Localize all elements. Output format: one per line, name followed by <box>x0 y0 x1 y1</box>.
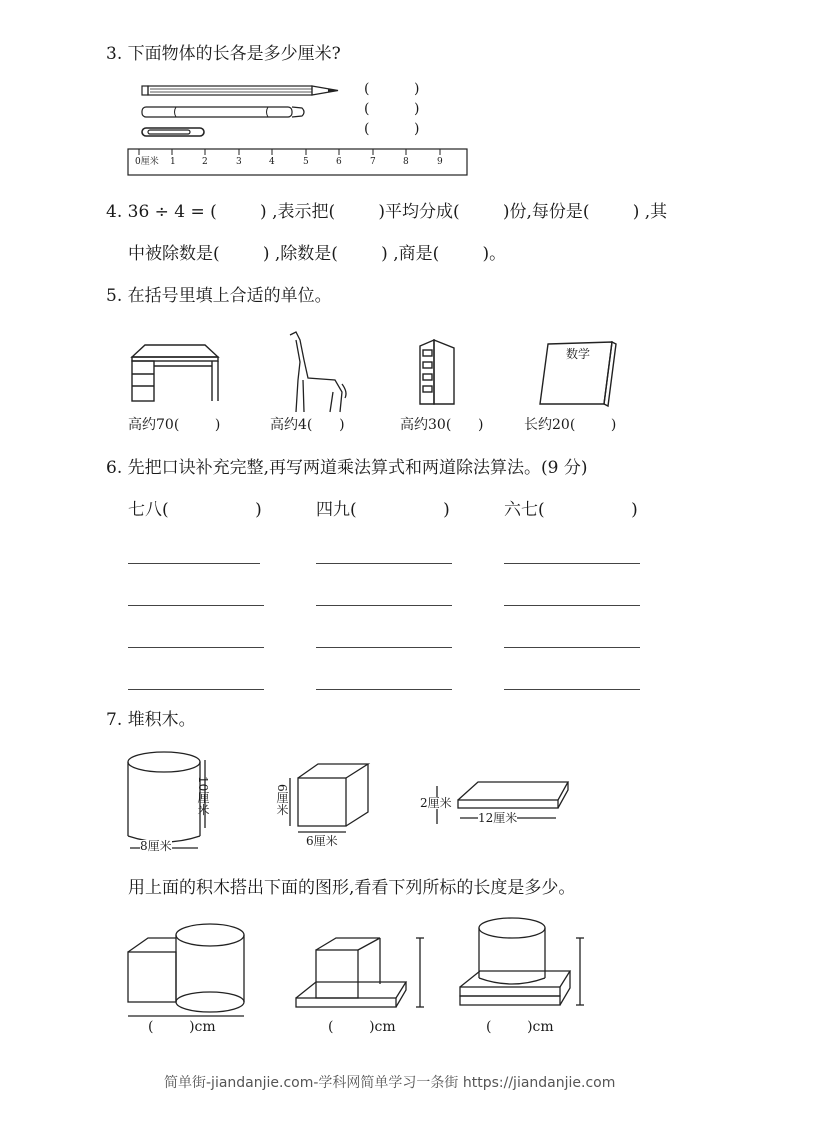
q6-rhyme-49[interactable]: 四九( ) <box>316 500 450 520</box>
ruler-tick-1: 1 <box>170 157 176 167</box>
q5-building-label[interactable]: 高约30( ) <box>400 417 484 433</box>
question-3-title: 3. 下面物体的长各是多少厘米? <box>106 44 341 64</box>
ruler-tick-9: 9 <box>437 157 443 167</box>
composite-cylinder-two-slabs-icon <box>460 918 584 1005</box>
ruler-tick-8: 8 <box>403 157 409 167</box>
cube-width-label: 6厘米 <box>306 834 338 848</box>
q6-rhyme-67[interactable]: 六七( ) <box>504 500 638 520</box>
slab-height-label: 2厘米 <box>420 796 452 810</box>
cube-height-label: 6厘米 <box>275 784 289 816</box>
cube-icon <box>290 764 368 832</box>
composite-cube-slab-icon <box>296 938 424 1007</box>
q5-giraffe-label[interactable]: 高约4( ) <box>270 417 345 433</box>
q3-answer-pen[interactable]: ( ) <box>364 101 420 117</box>
question-5-title: 5. 在括号里填上合适的单位。 <box>106 286 332 306</box>
q3-answer-pencil[interactable]: ( ) <box>364 81 420 97</box>
q5-desk-label[interactable]: 高约70( ) <box>128 417 221 433</box>
footer-watermark: 简单街-jiandanjie.com-学科网简单学习一条街 https://jiandanjie.com <box>164 1075 616 1091</box>
ruler-tick-7: 7 <box>370 157 376 167</box>
q7-answer-1[interactable]: ( )cm <box>148 1019 216 1035</box>
question-7-subtitle: 用上面的积木搭出下面的图形,看看下列所标的长度是多少。 <box>128 878 576 898</box>
question-6-title: 6. 先把口诀补充完整,再写两道乘法算式和两道除法算法。(9 分) <box>106 458 588 478</box>
cylinder-icon <box>128 752 205 848</box>
q5-book-label[interactable]: 长约20( ) <box>524 417 617 433</box>
question-4-line2: 中被除数是( ) ,除数是( ) ,商是( )。 <box>128 244 507 264</box>
question-4-line1: 4. 36 ÷ 4 = ( ) ,表示把( )平均分成( )份,每份是( ) ,其 <box>106 202 668 222</box>
slab-length-label: 12厘米 <box>478 811 518 825</box>
question-7-title: 7. 堆积木。 <box>106 710 196 730</box>
q7-answer-2[interactable]: ( )cm <box>328 1019 396 1035</box>
ruler-tick-3: 3 <box>236 157 242 167</box>
q7-answer-3[interactable]: ( )cm <box>486 1019 554 1035</box>
ruler-tick-2: 2 <box>202 157 208 167</box>
cylinder-diameter-label: 8厘米 <box>140 839 172 853</box>
ruler-tick-4: 4 <box>269 157 275 167</box>
ruler-tick-5: 5 <box>303 157 309 167</box>
composite-cube-cylinder-icon <box>128 924 244 1016</box>
cylinder-height-label: 10厘米 <box>196 776 210 816</box>
ruler-tick-6: 6 <box>336 157 342 167</box>
ruler-tick-0: 0厘米 <box>135 157 159 167</box>
q6-rhyme-78[interactable]: 七八( ) <box>128 500 262 520</box>
book-title: 数学 <box>566 347 591 361</box>
q3-answer-paperclip[interactable]: ( ) <box>364 121 420 137</box>
